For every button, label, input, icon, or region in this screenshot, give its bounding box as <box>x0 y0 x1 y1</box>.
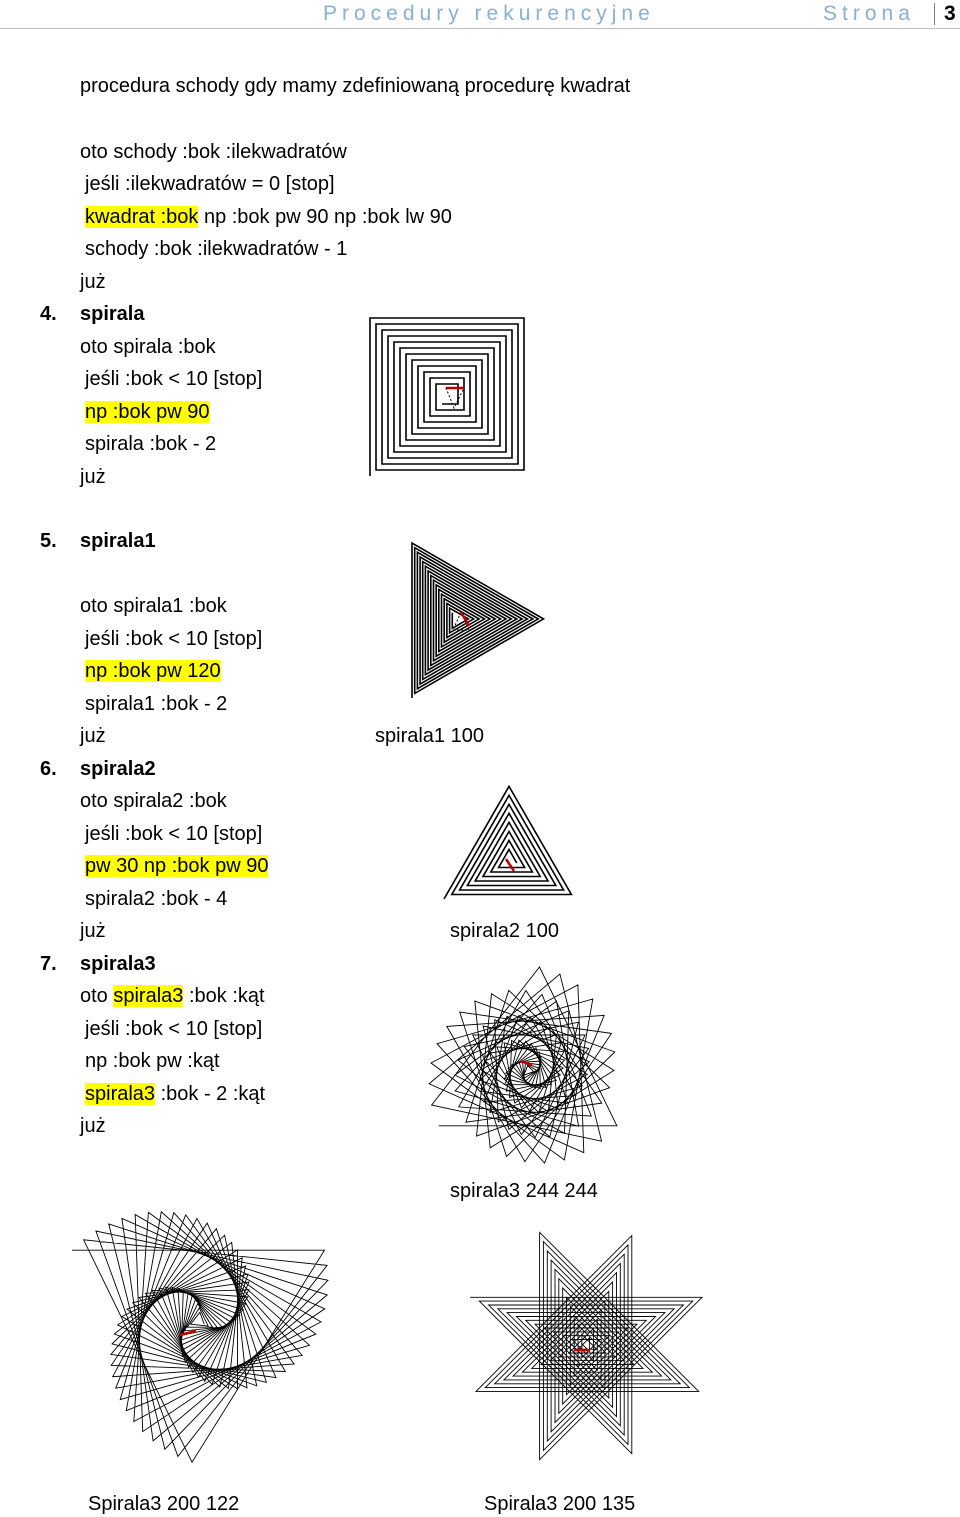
s4-line-1: oto spirala :bok <box>80 336 216 358</box>
s7-line-4 <box>85 1081 265 1107</box>
header-separator <box>934 3 935 25</box>
schody-line-4: schody :bok :ilekwadratów - 1 <box>85 238 348 260</box>
s7-line-5: już <box>80 1115 106 1137</box>
section-7-number: 7. <box>40 953 57 975</box>
schody-line-3 <box>85 204 452 230</box>
s6-line-3 <box>85 853 268 879</box>
s5-highlight: np :bok pw 120 <box>85 660 221 682</box>
spirala3-244-figure <box>420 965 626 1165</box>
s6-line-1: oto spirala2 :bok <box>80 790 227 812</box>
s7-line-2: jeśli :bok < 10 [stop] <box>85 1018 263 1040</box>
square-spiral-figure <box>364 314 530 480</box>
section-5-number: 5. <box>40 530 57 552</box>
s4-line-3 <box>85 399 210 425</box>
s6-line-5: już <box>80 920 106 942</box>
header-page-number: 3 <box>944 2 956 25</box>
section-6-title: spirala2 <box>80 758 156 780</box>
s7-line-3: np :bok pw :kąt <box>85 1050 220 1072</box>
s7-line-1-b: :bok :kąt <box>183 985 265 1007</box>
header-title: Procedury rekurencyjne <box>323 2 655 25</box>
s7-line-4-highlight: spirala3 <box>85 1083 156 1105</box>
header-strona: Strona <box>823 2 915 25</box>
section-7-title: spirala3 <box>80 953 156 975</box>
intro-text: procedura schody gdy mamy zdefiniowaną procedurę kwadrat <box>80 75 631 97</box>
spirala3-135-figure <box>466 1226 706 1466</box>
upright-triangle-spiral-figure <box>438 783 578 905</box>
caption-left: Spirala3 200 122 <box>88 1493 240 1515</box>
caption-right: Spirala3 200 135 <box>484 1493 636 1515</box>
section-6-number: 6. <box>40 758 57 780</box>
s6-line-2: jeśli :bok < 10 [stop] <box>85 823 263 845</box>
s4-line-5: już <box>80 466 106 488</box>
s5-caption: spirala1 100 <box>375 725 484 747</box>
s6-line-4: spirala2 :bok - 4 <box>85 888 228 910</box>
schody-line-3-rest: np :bok pw 90 np :bok lw 90 <box>198 206 452 228</box>
s7-line-1-highlight: spirala3 <box>113 985 184 1007</box>
s7-line-4-b: :bok - 2 :kąt <box>155 1083 266 1105</box>
header-rule <box>0 28 960 29</box>
schody-line-5: już <box>80 271 106 293</box>
s4-line-2: jeśli :bok < 10 [stop] <box>85 368 263 390</box>
s4-line-4: spirala :bok - 2 <box>85 433 217 455</box>
schody-line-2: jeśli :ilekwadratów = 0 [stop] <box>85 173 335 195</box>
s7-line-1 <box>80 983 265 1009</box>
s5-line-1: oto spirala1 :bok <box>80 595 227 617</box>
spirala3-122-figure <box>68 1205 332 1470</box>
s7-line-1-a: oto <box>80 985 114 1007</box>
page-header <box>0 0 960 30</box>
section-5-title: spirala1 <box>80 530 156 552</box>
section-4-title: spirala <box>80 303 145 325</box>
schody-highlight: kwadrat :bok <box>85 206 199 228</box>
s6-caption: spirala2 100 <box>450 920 559 942</box>
schody-line-1: oto schody :bok :ilekwadratów <box>80 141 347 163</box>
triangle-spiral-figure <box>405 538 550 704</box>
s5-line-2: jeśli :bok < 10 [stop] <box>85 628 263 650</box>
s6-highlight: pw 30 np :bok pw 90 <box>85 855 269 877</box>
section-4-number: 4. <box>40 303 57 325</box>
s5-line-5: już <box>80 725 106 747</box>
s5-line-3 <box>85 658 221 684</box>
s5-line-4: spirala1 :bok - 2 <box>85 693 228 715</box>
s4-highlight: np :bok pw 90 <box>85 401 210 423</box>
s7-caption: spirala3 244 244 <box>450 1180 598 1202</box>
